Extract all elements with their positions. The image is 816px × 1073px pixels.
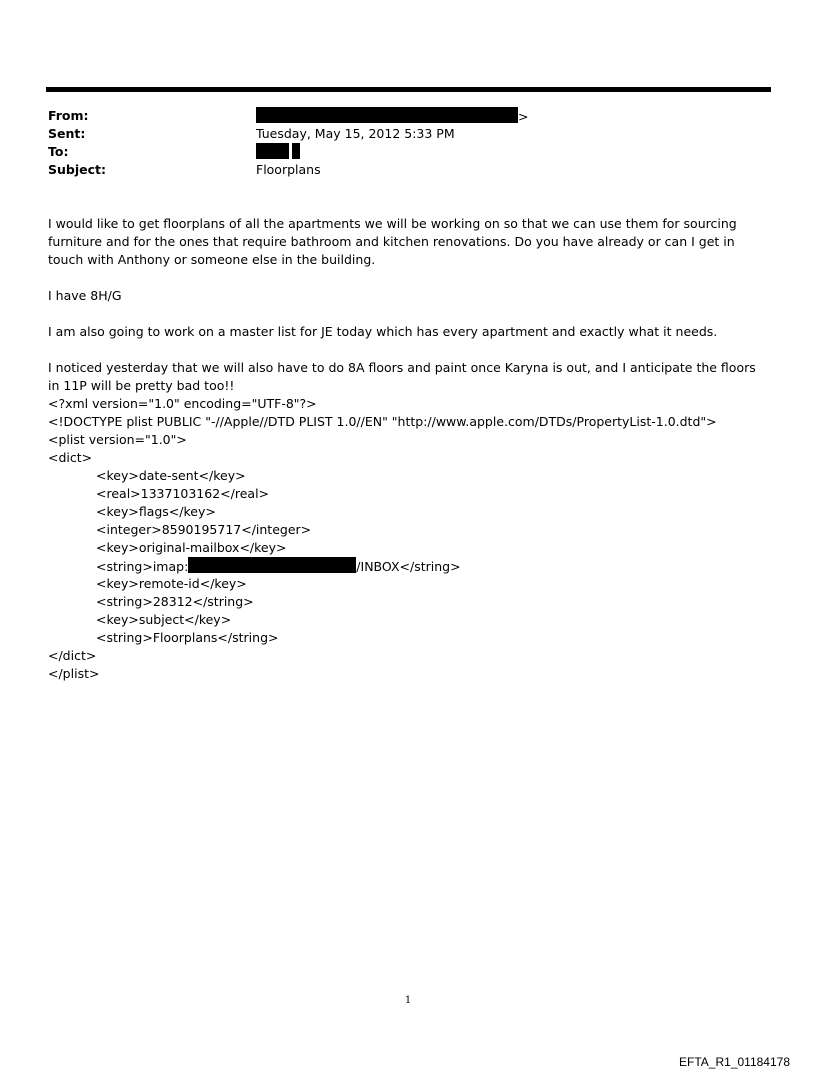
subject-label: Subject:: [48, 162, 106, 177]
from-row: [48, 107, 768, 125]
xml-declaration: <?xml version="1.0" encoding="UTF-8"?>: [48, 396, 317, 411]
sent-row: [48, 125, 768, 143]
redaction-block: [292, 143, 300, 159]
subject-value: Floorplans: [256, 162, 321, 177]
dict-close-tag: </dict>: [48, 648, 97, 663]
xml-doctype: <!DOCTYPE plist PUBLIC "-//Apple//DTD PLIST 1.0//EN" "http://www.apple.com/DTDs/PropertyList-1.0.dtd">: [48, 414, 717, 429]
plist-key-date-sent: <key>date-sent</key>: [96, 468, 246, 483]
to-value: [256, 143, 300, 162]
body-paragraph: I noticed yesterday that we will also have to do 8A floors and paint once Karyna is out, and I anticipate the floors in 11P will be pretty bad too!!: [48, 360, 756, 393]
mailbox-suffix: /INBOX</string>: [356, 559, 461, 574]
subject-row: [48, 161, 768, 179]
from-suffix: >: [518, 109, 529, 124]
redaction-block: [256, 143, 289, 159]
redaction-block: [256, 107, 518, 123]
plist-mailbox-string: [96, 557, 461, 576]
plist-open-tag: <plist version="1.0">: [48, 432, 187, 447]
plist-key-flags: <key>flags</key>: [96, 504, 216, 519]
to-label: To:: [48, 144, 69, 159]
plist-key-subject: <key>subject</key>: [96, 612, 232, 627]
from-value: [256, 107, 528, 126]
body-paragraph: I would like to get floorplans of all the apartments we will be working on so that we can use them for sourcing furniture and for the ones that require bathroom and kitchen renovations. Do you have already or can I get in touch with Anthony or someone else in the building.: [48, 216, 737, 267]
page-number: 1: [404, 995, 412, 1006]
plist-integer-value: <integer>8590195717</integer>: [96, 522, 312, 537]
sent-value: Tuesday, May 15, 2012 5:33 PM: [256, 126, 455, 141]
dict-open-tag: <dict>: [48, 450, 93, 465]
header-rule: [46, 87, 771, 92]
mailbox-prefix: <string>imap:: [96, 559, 189, 574]
plist-close-tag: </plist>: [48, 666, 100, 681]
plist-key-remote-id: <key>remote-id</key>: [96, 576, 247, 591]
document-id: EFTA_R1_01184178: [679, 1055, 790, 1069]
body-paragraph: I have 8H/G: [48, 288, 122, 303]
plist-key-original-mailbox: <key>original-mailbox</key>: [96, 540, 287, 555]
redaction-block: [188, 557, 356, 573]
plist-remote-id-value: <string>28312</string>: [96, 594, 254, 609]
body-paragraph: I am also going to work on a master list for JE today which has every apartment and exactly what it needs.: [48, 324, 718, 339]
to-row: [48, 143, 768, 161]
plist-subject-value: <string>Floorplans</string>: [96, 630, 279, 645]
from-label: From:: [48, 108, 89, 123]
sent-label: Sent:: [48, 126, 86, 141]
plist-real-value: <real>1337103162</real>: [96, 486, 270, 501]
